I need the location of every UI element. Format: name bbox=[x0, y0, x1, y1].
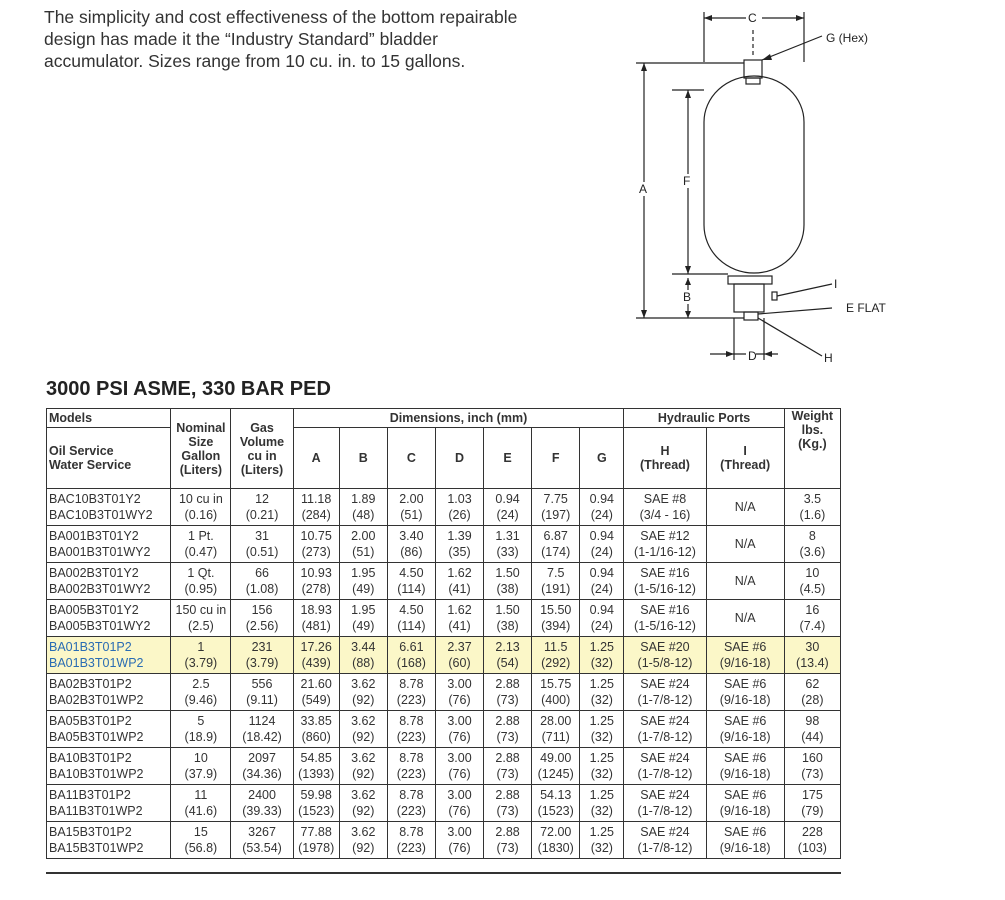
dim-g-cell: 1.25 (32) bbox=[580, 637, 624, 674]
section-title: 3000 PSI ASME, 330 BAR PED bbox=[46, 378, 331, 400]
gas-volume-cell: 1124 (18.42) bbox=[231, 711, 293, 748]
dim-b-cell: 3.62 (92) bbox=[339, 748, 387, 785]
model-cell: BA15B3T01P2 BA15B3T01WP2 bbox=[47, 822, 171, 859]
dim-f-cell: 7.75 (197) bbox=[532, 489, 580, 526]
nominal-cell: 150 cu in (2.5) bbox=[171, 600, 231, 637]
dim-e-cell: 2.88 (73) bbox=[484, 785, 532, 822]
port-i-cell: N/A bbox=[706, 563, 784, 600]
nominal-cell: 1 (3.79) bbox=[171, 637, 231, 674]
header-port-i: I (Thread) bbox=[706, 428, 784, 489]
model-cell: BA10B3T01P2 BA10B3T01WP2 bbox=[47, 748, 171, 785]
dim-a-cell: 10.75 (273) bbox=[293, 526, 339, 563]
dim-b-cell: 3.62 (92) bbox=[339, 785, 387, 822]
header-gas-volume: Gas Volume cu in (Liters) bbox=[231, 409, 293, 489]
dim-b-cell: 3.62 (92) bbox=[339, 674, 387, 711]
dim-g-cell: 1.25 (32) bbox=[580, 674, 624, 711]
header-hydraulic-ports: Hydraulic Ports bbox=[624, 409, 784, 428]
dim-a-cell: 77.88 (1978) bbox=[293, 822, 339, 859]
dim-label-h: H bbox=[824, 351, 833, 365]
dim-g-cell: 0.94 (24) bbox=[580, 563, 624, 600]
dim-label-b: B bbox=[683, 290, 692, 304]
port-h-cell: SAE #24 (1-7/8-12) bbox=[624, 785, 706, 822]
model-cell: BA02B3T01P2 BA02B3T01WP2 bbox=[47, 674, 171, 711]
intro-line: design has made it the “Industry Standard” bladder bbox=[44, 29, 438, 49]
dim-f-cell: 7.5 (191) bbox=[532, 563, 580, 600]
dim-e-cell: 1.50 (38) bbox=[484, 600, 532, 637]
gas-volume-cell: 556 (9.11) bbox=[231, 674, 293, 711]
dim-e-cell: 2.88 (73) bbox=[484, 748, 532, 785]
model-cell: BAC10B3T01Y2 BAC10B3T01WY2 bbox=[47, 489, 171, 526]
dim-label-i: I bbox=[834, 277, 838, 291]
gas-valve-hex bbox=[744, 60, 762, 78]
fluid-port bbox=[734, 284, 764, 312]
dim-a-cell: 54.85 (1393) bbox=[293, 748, 339, 785]
dim-b-cell: 2.00 (51) bbox=[339, 526, 387, 563]
dim-b-cell: 3.62 (92) bbox=[339, 822, 387, 859]
port-i-cell: SAE #6 (9/16-18) bbox=[706, 748, 784, 785]
gas-volume-cell: 156 (2.56) bbox=[231, 600, 293, 637]
dim-c-cell: 3.40 (86) bbox=[387, 526, 435, 563]
dim-label-a: A bbox=[639, 182, 648, 196]
gas-volume-cell: 2097 (34.36) bbox=[231, 748, 293, 785]
dim-g-cell: 0.94 (24) bbox=[580, 600, 624, 637]
model-cell: BA002B3T01Y2 BA002B3T01WY2 bbox=[47, 563, 171, 600]
dim-e-cell: 1.31 (33) bbox=[484, 526, 532, 563]
weight-cell: 3.5 (1.6) bbox=[784, 489, 840, 526]
port-thread bbox=[744, 312, 758, 320]
accumulator-shell bbox=[704, 76, 804, 273]
port-i-cell: SAE #6 (9/16-18) bbox=[706, 822, 784, 859]
weight-cell: 16 (7.4) bbox=[784, 600, 840, 637]
weight-cell: 10 (4.5) bbox=[784, 563, 840, 600]
nominal-cell: 11 (41.6) bbox=[171, 785, 231, 822]
dim-e-cell: 2.13 (54) bbox=[484, 637, 532, 674]
dim-g-cell: 1.25 (32) bbox=[580, 748, 624, 785]
port-i-cell: N/A bbox=[706, 526, 784, 563]
table-row bbox=[47, 748, 841, 785]
dim-d-cell: 3.00 (76) bbox=[435, 674, 483, 711]
dim-e-cell: 2.88 (73) bbox=[484, 674, 532, 711]
weight-cell: 160 (73) bbox=[784, 748, 840, 785]
dim-f-cell: 11.5 (292) bbox=[532, 637, 580, 674]
nominal-cell: 10 (37.9) bbox=[171, 748, 231, 785]
dim-b-cell: 3.62 (92) bbox=[339, 711, 387, 748]
dim-c-cell: 8.78 (223) bbox=[387, 711, 435, 748]
accumulator-diagram bbox=[600, 0, 886, 372]
gas-valve-neck bbox=[746, 78, 760, 84]
dim-a-cell: 17.26 (439) bbox=[293, 637, 339, 674]
model-cell: BA01B3T01P2 BA01B3T01WP2 bbox=[47, 637, 171, 674]
model-cell: BA05B3T01P2 BA05B3T01WP2 bbox=[47, 711, 171, 748]
dim-c-cell: 4.50 (114) bbox=[387, 563, 435, 600]
dim-e-cell: 1.50 (38) bbox=[484, 563, 532, 600]
header-service: Oil Service Water Service bbox=[47, 428, 171, 489]
dim-a-cell: 18.93 (481) bbox=[293, 600, 339, 637]
header-dimensions: Dimensions, inch (mm) bbox=[293, 409, 624, 428]
intro-line: The simplicity and cost effectiveness of the bottom repairable bbox=[44, 7, 518, 27]
dim-e-cell: 2.88 (73) bbox=[484, 711, 532, 748]
dim-f-cell: 54.13 (1523) bbox=[532, 785, 580, 822]
dim-c-cell: 8.78 (223) bbox=[387, 748, 435, 785]
intro-line: accumulator. Sizes range from 10 cu. in. to 15 gallons. bbox=[44, 51, 466, 71]
dim-d-cell: 1.39 (35) bbox=[435, 526, 483, 563]
dim-a-cell: 10.93 (278) bbox=[293, 563, 339, 600]
port-h-cell: SAE #16 (1-5/16-12) bbox=[624, 600, 706, 637]
weight-cell: 62 (28) bbox=[784, 674, 840, 711]
dim-d-cell: 1.62 (41) bbox=[435, 563, 483, 600]
port-h-cell: SAE #24 (1-7/8-12) bbox=[624, 748, 706, 785]
table-row bbox=[47, 674, 841, 711]
dim-d-cell: 3.00 (76) bbox=[435, 785, 483, 822]
weight-cell: 98 (44) bbox=[784, 711, 840, 748]
port-i-cell: SAE #6 (9/16-18) bbox=[706, 711, 784, 748]
header-dim-b: B bbox=[339, 428, 387, 489]
dim-d-cell: 1.62 (41) bbox=[435, 600, 483, 637]
header-weight: Weight lbs. (Kg.) bbox=[784, 409, 840, 489]
weight-cell: 30 (13.4) bbox=[784, 637, 840, 674]
table-row bbox=[47, 600, 841, 637]
model-cell: BA001B3T01Y2 BA001B3T01WY2 bbox=[47, 526, 171, 563]
weight-cell: 175 (79) bbox=[784, 785, 840, 822]
dim-f-cell: 49.00 (1245) bbox=[532, 748, 580, 785]
dim-f-cell: 15.75 (400) bbox=[532, 674, 580, 711]
dim-c-cell: 8.78 (223) bbox=[387, 785, 435, 822]
dim-d-cell: 2.37 (60) bbox=[435, 637, 483, 674]
spec-table bbox=[46, 408, 841, 859]
dim-label-d: D bbox=[748, 349, 757, 363]
port-h-cell: SAE #24 (1-7/8-12) bbox=[624, 674, 706, 711]
header-dim-g: G bbox=[580, 428, 624, 489]
nominal-cell: 15 (56.8) bbox=[171, 822, 231, 859]
dim-a-cell: 11.18 (284) bbox=[293, 489, 339, 526]
port-i-cell: N/A bbox=[706, 489, 784, 526]
model-cell: BA005B3T01Y2 BA005B3T01WY2 bbox=[47, 600, 171, 637]
dim-d-cell: 3.00 (76) bbox=[435, 748, 483, 785]
bottom-rule bbox=[46, 872, 841, 874]
dim-c-cell: 2.00 (51) bbox=[387, 489, 435, 526]
port-collar bbox=[728, 276, 772, 284]
dim-b-cell: 3.44 (88) bbox=[339, 637, 387, 674]
port-i-cell: SAE #6 (9/16-18) bbox=[706, 674, 784, 711]
header-models: Models bbox=[47, 409, 171, 428]
port-i-cell: N/A bbox=[706, 600, 784, 637]
nominal-cell: 10 cu in (0.16) bbox=[171, 489, 231, 526]
bleed-plug bbox=[772, 292, 777, 300]
dim-c-cell: 4.50 (114) bbox=[387, 600, 435, 637]
model-cell: BA11B3T01P2 BA11B3T01WP2 bbox=[47, 785, 171, 822]
gas-volume-cell: 66 (1.08) bbox=[231, 563, 293, 600]
port-h-cell: SAE #16 (1-5/16-12) bbox=[624, 563, 706, 600]
nominal-cell: 2.5 (9.46) bbox=[171, 674, 231, 711]
table-row bbox=[47, 637, 841, 674]
dim-label-c: C bbox=[748, 11, 757, 25]
table-row bbox=[47, 785, 841, 822]
table-row bbox=[47, 822, 841, 859]
header-nominal: Nominal Size Gallon (Liters) bbox=[171, 409, 231, 489]
header-dim-c: C bbox=[387, 428, 435, 489]
dim-f-cell: 6.87 (174) bbox=[532, 526, 580, 563]
port-h-cell: SAE #24 (1-7/8-12) bbox=[624, 822, 706, 859]
port-h-cell: SAE #12 (1-1/16-12) bbox=[624, 526, 706, 563]
table-row bbox=[47, 711, 841, 748]
dim-a-cell: 33.85 (860) bbox=[293, 711, 339, 748]
table-row bbox=[47, 563, 841, 600]
port-h-cell: SAE #24 (1-7/8-12) bbox=[624, 711, 706, 748]
dim-c-cell: 8.78 (223) bbox=[387, 674, 435, 711]
weight-cell: 8 (3.6) bbox=[784, 526, 840, 563]
dim-b-cell: 1.89 (48) bbox=[339, 489, 387, 526]
dim-d-cell: 3.00 (76) bbox=[435, 711, 483, 748]
dim-g-cell: 0.94 (24) bbox=[580, 489, 624, 526]
dim-c-cell: 8.78 (223) bbox=[387, 822, 435, 859]
dim-f-cell: 72.00 (1830) bbox=[532, 822, 580, 859]
table-row bbox=[47, 526, 841, 563]
dim-a-cell: 21.60 (549) bbox=[293, 674, 339, 711]
dim-label-f: F bbox=[683, 174, 691, 188]
table-row bbox=[47, 489, 841, 526]
dim-d-cell: 3.00 (76) bbox=[435, 822, 483, 859]
dim-g-cell: 1.25 (32) bbox=[580, 822, 624, 859]
gas-volume-cell: 2400 (39.33) bbox=[231, 785, 293, 822]
intro-paragraph bbox=[44, 6, 574, 72]
nominal-cell: 1 Pt. (0.47) bbox=[171, 526, 231, 563]
gas-volume-cell: 3267 (53.54) bbox=[231, 822, 293, 859]
dim-a-cell: 59.98 (1523) bbox=[293, 785, 339, 822]
header-dim-e: E bbox=[484, 428, 532, 489]
dim-g-cell: 1.25 (32) bbox=[580, 711, 624, 748]
header-dim-d: D bbox=[435, 428, 483, 489]
port-h-cell: SAE #20 (1-5/8-12) bbox=[624, 637, 706, 674]
dim-label-g: G (Hex) bbox=[826, 31, 868, 45]
spec-table-body bbox=[47, 489, 841, 859]
nominal-cell: 5 (18.9) bbox=[171, 711, 231, 748]
dim-g-cell: 0.94 (24) bbox=[580, 526, 624, 563]
port-i-cell: SAE #6 (9/16-18) bbox=[706, 637, 784, 674]
gas-volume-cell: 31 (0.51) bbox=[231, 526, 293, 563]
port-i-cell: SAE #6 (9/16-18) bbox=[706, 785, 784, 822]
dim-f-cell: 28.00 (711) bbox=[532, 711, 580, 748]
dim-b-cell: 1.95 (49) bbox=[339, 563, 387, 600]
dim-d-cell: 1.03 (26) bbox=[435, 489, 483, 526]
nominal-cell: 1 Qt. (0.95) bbox=[171, 563, 231, 600]
dim-g-cell: 1.25 (32) bbox=[580, 785, 624, 822]
weight-cell: 228 (103) bbox=[784, 822, 840, 859]
gas-volume-cell: 231 (3.79) bbox=[231, 637, 293, 674]
dim-label-e: E FLAT bbox=[846, 301, 886, 315]
header-port-h: H (Thread) bbox=[624, 428, 706, 489]
dim-e-cell: 0.94 (24) bbox=[484, 489, 532, 526]
dim-f-cell: 15.50 (394) bbox=[532, 600, 580, 637]
header-dim-f: F bbox=[532, 428, 580, 489]
dim-c-cell: 6.61 (168) bbox=[387, 637, 435, 674]
port-h-cell: SAE #8 (3/4 - 16) bbox=[624, 489, 706, 526]
dim-b-cell: 1.95 (49) bbox=[339, 600, 387, 637]
dim-e-cell: 2.88 (73) bbox=[484, 822, 532, 859]
gas-volume-cell: 12 (0.21) bbox=[231, 489, 293, 526]
header-dim-a: A bbox=[293, 428, 339, 489]
